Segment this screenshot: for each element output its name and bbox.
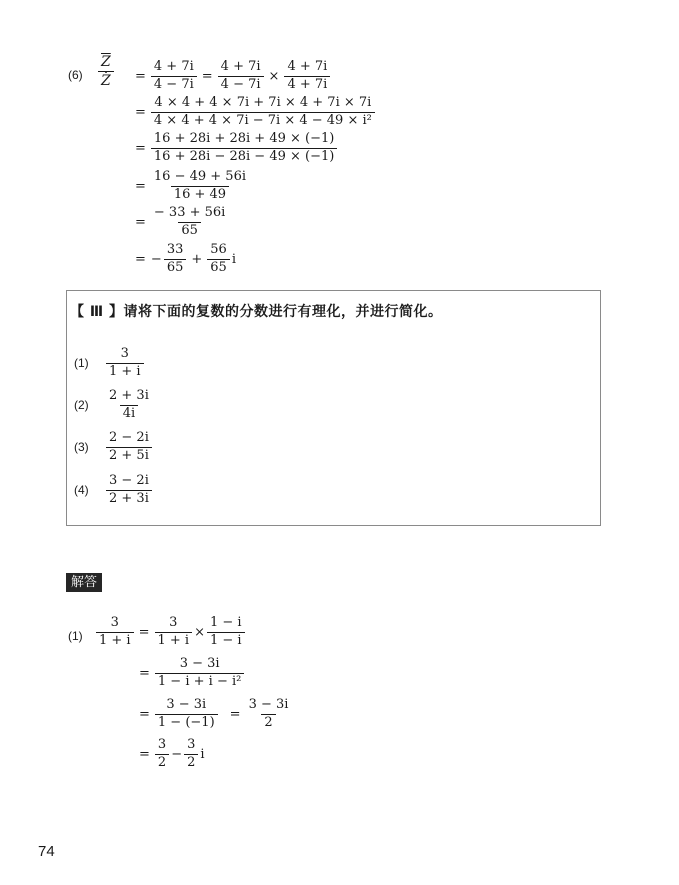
step-1: = $\frac{4 + 7i}{4 - 7i}$ = $\frac{4 + 7i}{4 - 7i}$ × $\frac{4 + 7i}{4 + 7i}$ bbox=[130, 60, 330, 93]
exercise-item-4: (4) $\frac{3 - 2i}{2 + 3i}$ bbox=[74, 474, 152, 507]
exercise-item-1: (1) $\frac{3}{1 + i}$ bbox=[74, 347, 144, 380]
step-2: = $\frac{4 \times 4 + 4 \times 7i + 7i \times 4 + 7i \times 7i}{\text{4 × 4 + 4 × 7i − 7i × 4 − 49 × i²}}$ bbox=[130, 96, 375, 129]
answer-line-2: = $\frac{3 - 3i}{\text{1 − i + i − i²}}$ bbox=[134, 657, 244, 690]
exercise-item-2: (2) $\frac{2 + 3i}{4i}$ bbox=[74, 388, 149, 421]
exercise-item-3: (3) $\frac{2 - 2i}{2 + 5i}$ bbox=[74, 431, 152, 464]
answer-1-label: (1) bbox=[68, 629, 83, 643]
step-6: = − $\frac{33}{65}$ + $\frac{56}{65}$ i bbox=[135, 242, 236, 275]
step6-frac2: $\frac{56}{65}$ bbox=[207, 243, 230, 276]
page-number: 74 bbox=[38, 843, 55, 860]
step-5: = $\frac{- 33 + 56i}{65}$ bbox=[130, 206, 228, 239]
step-4: = $\frac{16 - 49 + 56i}{16 + 49}$ bbox=[130, 170, 249, 203]
step1-frac1: $\frac{4 + 7i}{4 - 7i}$ bbox=[151, 60, 197, 93]
answer-line-4: = $\frac{3}{2}$ − $\frac{3}{2}$ i bbox=[139, 737, 205, 770]
step-3: = $\frac{16 + 28i + 28i + 49 \times (-1)}{16 + 28i - 28i - 49 \times (-1)}$ bbox=[130, 132, 337, 165]
lhs-fraction bbox=[98, 54, 114, 89]
step4-frac: $\frac{16 - 49 + 56i}{16 + 49}$ bbox=[153, 169, 247, 202]
z-dot: Z bbox=[101, 73, 111, 90]
step1-frac2: $\frac{4 + 7i}{4 - 7i}$ bbox=[218, 60, 264, 93]
step6-frac1: $\frac{33}{65}$ bbox=[164, 243, 187, 276]
step1-frac3: $\frac{4 + 7i}{4 + 7i}$ bbox=[284, 60, 330, 93]
problem-6-label: (6) bbox=[68, 68, 83, 82]
z-conjugate-conjugate: $\overline{Z}$ bbox=[101, 54, 111, 70]
step2-frac: $\frac{4 \times 4 + 4 \times 7i + 7i \times 4 + 7i \times 7i}{\text{4 × 4 + 4 × 7i − 7i × 4 − 49 × i²}}$ bbox=[151, 96, 375, 129]
step5-frac: $\frac{- 33 + 56i}{65}$ bbox=[153, 205, 226, 238]
exercise-title: 【 Ⅲ 】请将下面的复数的分数进行有理化，并进行简化。 bbox=[70, 304, 443, 320]
answer-line-3: = $\frac{3 - 3i}{1 - (-1)}$ = $\frac{3 - 3i}{2}$ bbox=[139, 697, 289, 730]
answer-badge: 解答 bbox=[66, 573, 102, 592]
step3-frac: $\frac{16 + 28i + 28i + 49 \times (-1)}{16 + 28i - 28i - 49 \times (-1)}$ bbox=[151, 132, 337, 165]
answer-line-1: $\frac{3}{1 + i}$ = $\frac{3}{1 + i}$ × $\frac{1 - i}{1 - i}$ bbox=[96, 616, 245, 649]
